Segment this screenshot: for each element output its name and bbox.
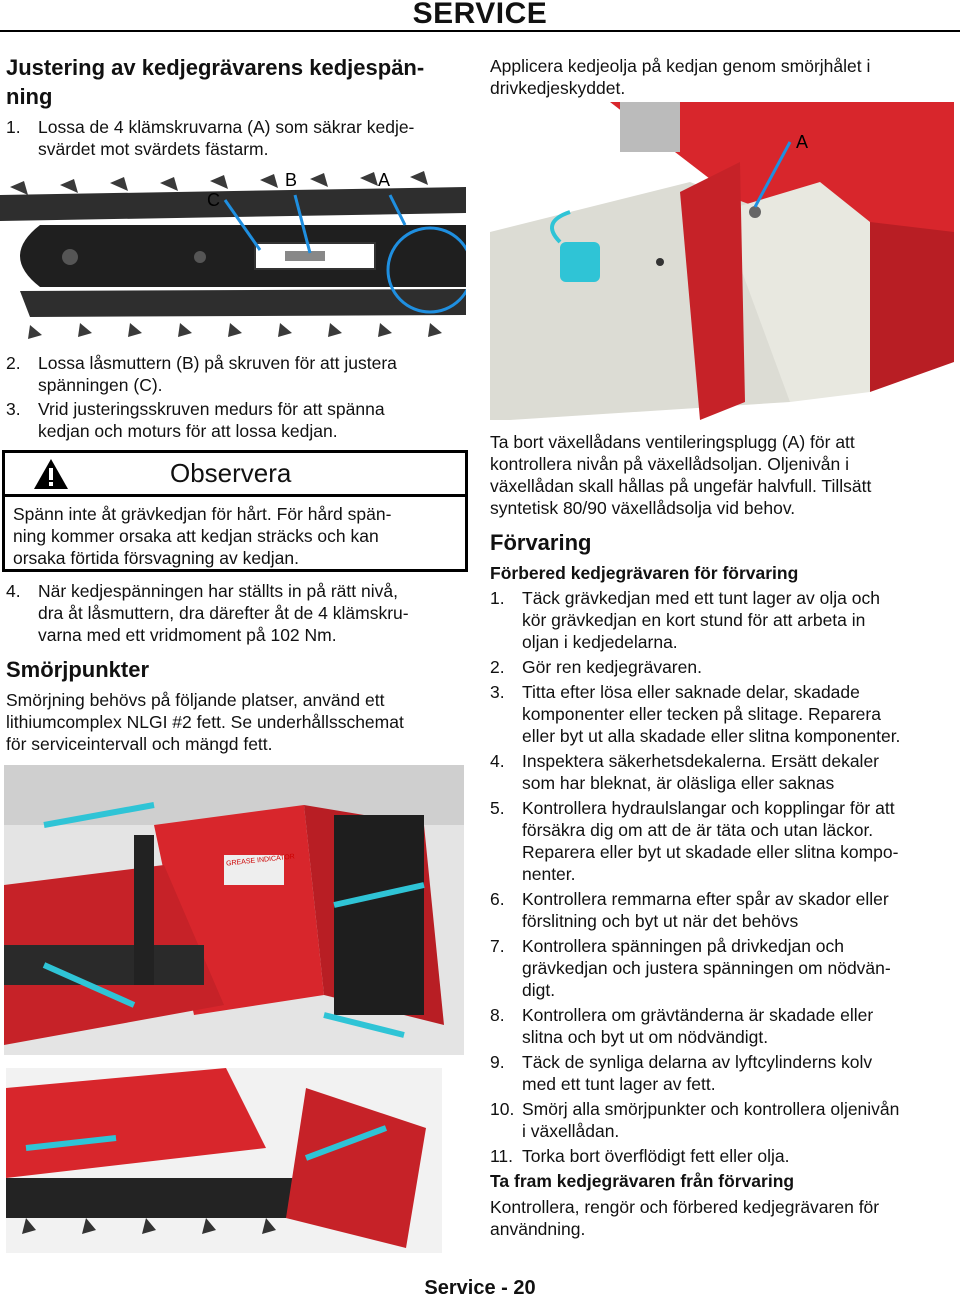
storage-step [490, 1004, 952, 1048]
step-2 [6, 352, 466, 396]
step-line: grävkedjan och justera spänningen om nödvän- [522, 958, 891, 978]
title-line-2: ning [6, 84, 53, 109]
step-line: digt. [522, 980, 556, 1000]
note-title: Observera [170, 458, 292, 488]
note-line: ning kommer orsaka att kedjan sträcks och kan [13, 526, 379, 546]
step-line: Kontrollera spänningen på drivkedjan och [522, 936, 845, 956]
step-line: Gör ren kedjegrävaren. [522, 657, 702, 677]
step-line: slitna och byt ut om nödvändigt. [522, 1027, 769, 1047]
step-line: eller byt ut alla skadade eller slitna komponenter. [522, 726, 901, 746]
storage-step [490, 750, 952, 794]
step-line: Titta efter lösa eller saknade delar, skadade [522, 682, 860, 702]
step-line: svärdet mot svärdets fästarm. [38, 139, 269, 159]
step-line: Inspektera säkerhetsdekalerna. Ersätt dekaler [522, 751, 879, 771]
warning-icon [33, 458, 69, 490]
text-line: Applicera kedjeolja på kedjan genom smörjhålet i [490, 56, 871, 76]
chain-figure [0, 165, 466, 345]
step-line: Kontrollera om grävtänderna är skadade eller [522, 1005, 874, 1025]
section-storage [490, 528, 952, 1240]
step-number: 8. [490, 1005, 505, 1025]
grease-points-image [4, 765, 468, 1055]
callout-a: A [378, 170, 391, 190]
step-number: 4. [6, 581, 21, 601]
step-line: nenter. [522, 864, 576, 884]
callout-a: A [796, 132, 809, 152]
step-number: 6. [490, 889, 505, 909]
step-line: Täck de synliga delarna av lyftcylinderns kolv [522, 1052, 873, 1072]
step-number: 9. [490, 1052, 505, 1072]
text-line: kontrollera nivån på växellådsoljan. Oljenivån i [490, 454, 849, 474]
lubrication-photo-bottom [6, 1068, 442, 1253]
storage-step [490, 656, 952, 678]
step-line: dra åt låsmuttern, dra därefter åt de 4 klämskru- [38, 603, 409, 623]
note-line: orsaka förtida försvagning av kedjan. [13, 548, 299, 568]
step-number: 10. [490, 1099, 515, 1119]
lubrication-photo-top [4, 765, 468, 1055]
note-header [5, 453, 465, 497]
note-body [5, 497, 465, 575]
step-number: 11. [490, 1146, 514, 1166]
storage-steps-list [490, 587, 952, 1167]
gearbox-text [490, 431, 952, 519]
callout-b: B [285, 170, 298, 190]
gearbox-image [490, 102, 954, 420]
callout-c: C [207, 190, 220, 210]
storage-step [490, 935, 952, 1001]
page-footer: Service - 20 [424, 1277, 536, 1299]
section-chain-tension [6, 53, 466, 160]
step-line: Vrid justeringsskruven medurs för att spänna [38, 399, 385, 419]
step-line: När kedjespänningen har ställts in på rätt nivå, [38, 581, 398, 601]
step-line: Torka bort överflödigt fett eller olja. [522, 1146, 790, 1166]
step-line: Smörj alla smörjpunkter och kontrollera oljenivån [522, 1099, 900, 1119]
storage-step [490, 797, 952, 885]
step-number: 2. [6, 353, 21, 373]
title-line-1: Justering av kedjegrävarens kedjespän- [6, 55, 425, 80]
step-number: 4. [490, 751, 505, 771]
text-line: Ta bort växellådans ventileringsplugg (A) för att [490, 432, 855, 452]
storage-step [490, 1051, 952, 1095]
section-title-chain-tension [6, 53, 466, 111]
step-number: 1. [490, 588, 505, 608]
grease-indicator-label: GREASE INDICATOR [225, 853, 296, 868]
retrieve-text [490, 1196, 952, 1240]
text-line: Kontrollera, rengör och förbered kedjegrävaren för [490, 1197, 880, 1217]
text-line: Smörjning behövs på följande platser, använd ett [6, 690, 385, 710]
note-line: Spänn inte åt grävkedjan för hårt. För hård spän- [13, 504, 392, 524]
step-line: komponenter eller tecken på slitage. Reparera [522, 704, 881, 724]
step-number: 7. [490, 936, 505, 956]
chain-boom-grease-image [6, 1068, 442, 1253]
text-line: syntetisk 80/90 växellådsolja vid behov. [490, 498, 796, 518]
step-line: oljan i kedjedelarna. [522, 632, 678, 652]
steps-2-3 [6, 352, 466, 442]
storage-subheading: Förbered kedjegrävaren för förvaring [490, 563, 799, 583]
step-line: Reparera eller byt ut skadade eller slitna kompo- [522, 842, 899, 862]
caution-note [2, 450, 468, 572]
step-line: Täck grävkedjan med ett tunt lager av olja och [522, 588, 880, 608]
step-line: med ett tunt lager av fett. [522, 1074, 716, 1094]
storage-step [490, 681, 952, 747]
step-3 [6, 398, 466, 442]
step-line: Lossa de 4 klämskruvarna (A) som säkrar kedje- [38, 117, 415, 137]
trencher-chain-image [0, 165, 466, 345]
step-1 [6, 116, 466, 160]
step-number: 3. [6, 399, 21, 419]
step-4 [6, 580, 468, 646]
intro-text [490, 55, 950, 99]
storage-step [490, 587, 952, 653]
storage-step [490, 1145, 952, 1167]
step-line: kedjan och moturs för att lossa kedjan. [38, 421, 338, 441]
step-number: 1. [6, 117, 21, 137]
text-line: växellådan skall hållas på ungefär halvfull. Tillsätt [490, 476, 872, 496]
step-line: kör grävkedjan en kort stund för att arbeta in [522, 610, 866, 630]
step-line: Kontrollera hydraulslangar och kopplingar för att [522, 798, 895, 818]
lubrication-text [6, 689, 468, 755]
page-header-title: SERVICE [412, 0, 548, 30]
step-line: spänningen (C). [38, 375, 163, 395]
text-line: lithiumcomplex NLGI #2 fett. Se underhållsschemat [6, 712, 404, 732]
step-line: förslitning och byt ut när det behövs [522, 911, 799, 931]
step-number: 2. [490, 657, 505, 677]
text-line: för serviceintervall och mängd fett. [6, 734, 273, 754]
header-rule [0, 30, 960, 32]
gearbox-photo [490, 102, 954, 420]
step-line: varna med ett vridmoment på 102 Nm. [38, 625, 337, 645]
step-line: i växellådan. [522, 1121, 620, 1141]
storage-step [490, 888, 952, 932]
step-line: Lossa låsmuttern (B) på skruven för att justera [38, 353, 397, 373]
step-line: Kontrollera remmarna efter spår av skador eller [522, 889, 889, 909]
section-title-storage: Förvaring [490, 530, 592, 555]
step-line: som har bleknat, är oläsliga eller saknas [522, 773, 835, 793]
section-title-lubrication: Smörjpunkter [6, 657, 150, 682]
section-lubrication [6, 655, 468, 755]
step-line: försäkra dig om att de är täta och utan läckor. [522, 820, 874, 840]
storage-step [490, 1098, 952, 1142]
retrieve-subheading: Ta fram kedjegrävaren från förvaring [490, 1171, 795, 1191]
step-number: 3. [490, 682, 505, 702]
text-line: drivkedjeskyddet. [490, 78, 626, 98]
text-line: användning. [490, 1219, 586, 1239]
step-number: 5. [490, 798, 505, 818]
